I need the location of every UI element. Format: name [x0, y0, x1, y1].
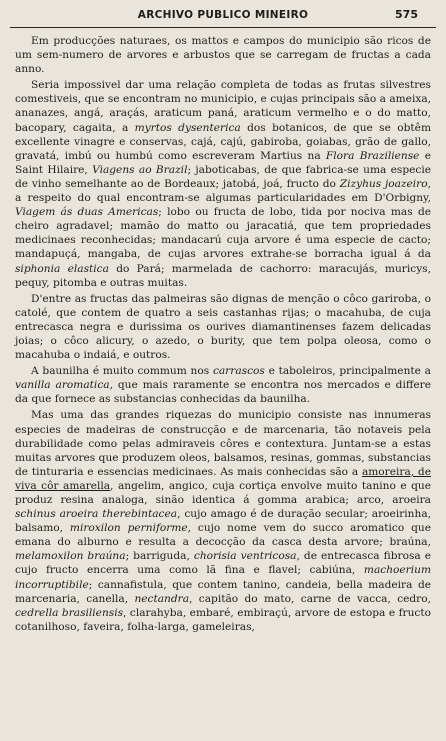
page-number: 575	[395, 8, 418, 21]
paragraph	[15, 364, 431, 406]
text-run: e Saint Hilaire,	[15, 149, 431, 176]
paragraph	[15, 292, 431, 362]
text-run: ; barriguda,	[125, 550, 194, 563]
body-text	[15, 34, 431, 634]
text-run: , a respeito do qual encontram-se algumas particularidades em D'Orbigny,	[15, 177, 431, 205]
page-header	[8, 8, 438, 24]
text-run: Em producções naturaes, os mattos e campos do municipio são ricos de um sem-numero de arvores e arbustos que se carregam de fructas a cada anno.	[15, 35, 431, 76]
italic-term: myrtos dysenterica	[134, 121, 241, 134]
italic-term: miroxilon perniforme	[69, 522, 188, 535]
text-run: , capitão do mato, carne de vacca, cedro,	[189, 592, 431, 605]
italic-term: Viagens ao Brazil	[92, 163, 188, 176]
text-run: e taboleiros, principalmente a	[264, 365, 431, 378]
text-run: do Pará; marmelada de cachorro: maracujás, muricys, pequy, pitomba e outras muitas.	[15, 262, 431, 289]
text-run: ; lobo ou fructa de lobo, tida por nociva mas de cheiro agradavel; mamão do matto ou jaracatiá, que tem propriedades medicinaes reconhecidas; mandacarú cuja arvore é uma especie de cacto; mandapuçá, mangaba, de cujas arvores extrahe-se borracha igual á da	[15, 206, 431, 261]
text-run: D'entre as fructas das palmeiras são dignas de menção o côco gariroba, o catolé, que contem de quatro a seis castanhas rijas; o macahuba, de cuja entrecasca negra e durissima os ourives diamantinenses fazem delicadas joias; o côco alicury, o azedo, o burity, que tem polpa oleosa, como o macahuba o indaiá, e outros.	[15, 292, 431, 362]
text-run: ; cannafistula, que contem tanino, candeia, bella madeira de marcenaria, canella,	[15, 578, 431, 605]
text-run: dos botanicos, de que se obtêm excellente vinagre e conservas, cajá, cajú, gabiroba, goiabas, grão de gallo, gravatá, imbú ou humbú como escreveram Martius na	[15, 121, 431, 162]
italic-term: Zizyhus joazeiro	[339, 177, 428, 190]
text-run: , cujo nome vem do succo aromatico que emana do alburno e resulta a decocção da casca desta arvore; braúna,	[15, 522, 431, 549]
text-run: ; jaboticabas, de que fabrica-se uma especie de vinho semelhante ao de Bordeaux; jatobá, joá, fructo do	[15, 163, 431, 190]
text-run: , que mais raramente se encontra nos mercados e differe da que fornece as substancias conhecidas da baunilha.	[15, 379, 431, 406]
text-run: A baunilha é muito commum nos	[31, 365, 213, 378]
paragraph	[15, 408, 431, 634]
underlined-text: amoreira, de viva côr amarella	[15, 465, 431, 492]
paragraph	[15, 34, 431, 76]
running-title: ARCHIVO PUBLICO MINEIRO	[137, 9, 309, 21]
text-run: , cujo amago é de duração secular; aroeirinha, balsamo,	[15, 508, 432, 535]
text-run: Mas uma das grandes riquezas do municipio consiste nas innumeras especies de madeiras de construcção e de marcenaria, tão notaveis pela durabilidade como pelas admiraveis côres e contextura. Juntam-se a estas muitas arvores que produzem oleos, balsamos, resinas, gommas, substancias de tinturaria e essencias medicinaes. As mais conhecidas são a	[15, 409, 431, 478]
header-rule	[10, 27, 436, 28]
italic-term: siphonia elastica	[15, 262, 109, 275]
italic-term: schinus aroeira therebintacea	[15, 508, 178, 521]
italic-term: vanilla aromatica	[15, 379, 110, 392]
italic-term: chorisia ventricosa	[193, 550, 297, 563]
text-run: , angelim, angico, cuja cortiça envolve muito tanino e que produz resina analoga, sinão identica á gomma arabica; arco, aroeira	[15, 479, 431, 506]
text-run: , de entrecasca fibrosa e cujo fructo encerra uma como lã fina e flavel; cabiúna,	[15, 550, 431, 577]
italic-term: nectandra	[134, 592, 190, 605]
italic-term: carrascos	[212, 365, 265, 378]
italic-term: melamoxilon braúna	[15, 550, 126, 563]
italic-term: cedrella brasiliensis	[15, 606, 124, 619]
italic-term: machoerium incorruptibile	[15, 564, 431, 591]
italic-term: Viagem ás duas Americas	[15, 206, 159, 219]
text-run: Seria impossivel dar uma relação completa de todas as frutas silvestres comestiveis, que se encontram no municipio, e cujas principais são a ameixa, ananazes, angá, araçás, araticum paná, araticum vermelho e o do matto, bacopary, cagaita, a	[15, 79, 431, 134]
text-run: , clarahyba, embaré, embiraçú, arvore de estopa e fructo cotanilhoso, faveira, folha-larga, gameleiras,	[15, 606, 431, 633]
italic-term: Flora Braziliense	[325, 149, 420, 162]
paragraph	[15, 78, 431, 289]
